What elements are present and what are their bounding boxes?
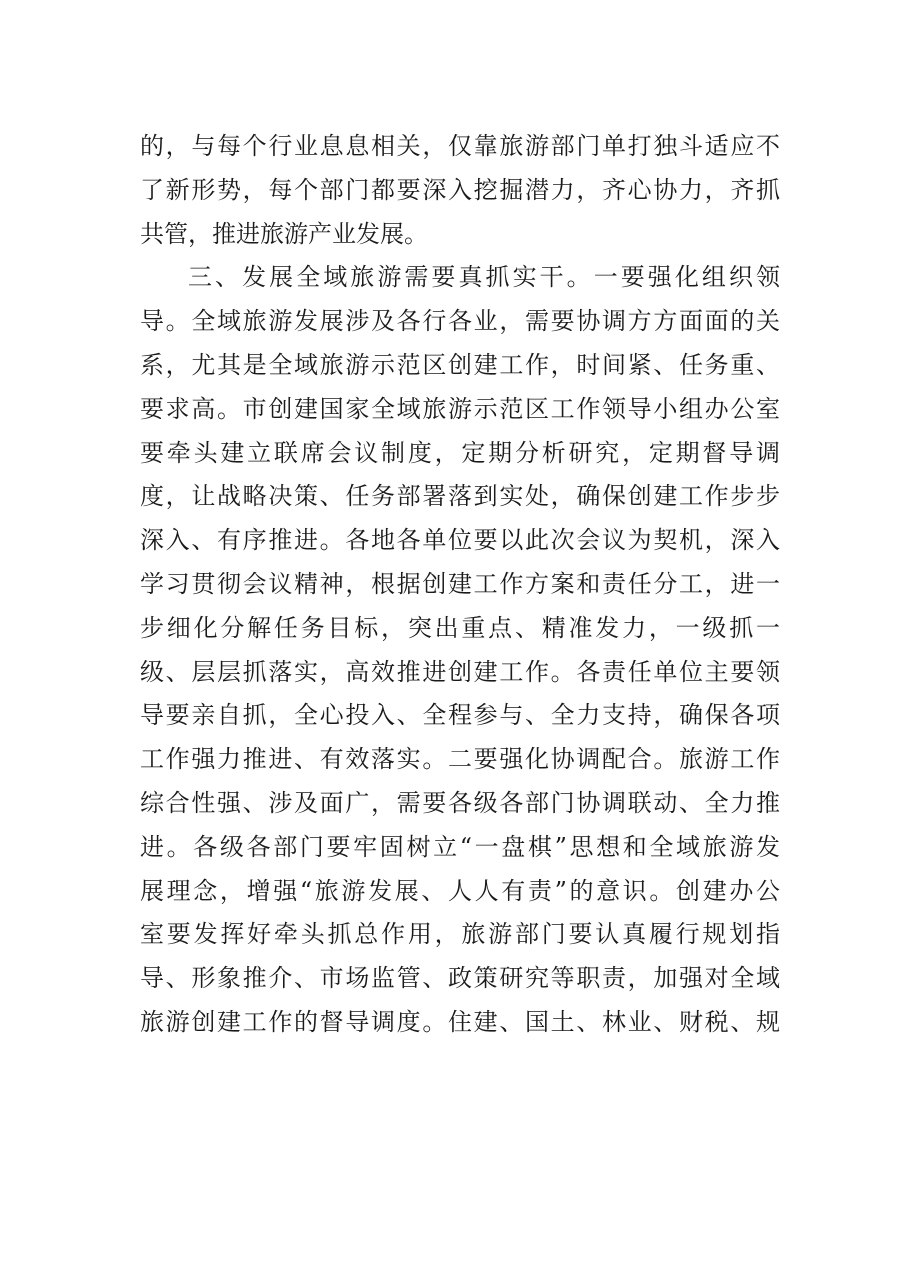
text-line: 要牵头建立联席会议制度，定期分析研究，定期督导调 [140, 438, 780, 467]
text-line: 系，尤其是全域旅游示范区创建工作，时间紧、任务重、 [140, 350, 780, 379]
text-line: 要求高。市创建国家全域旅游示范区工作领导小组办公室 [140, 394, 780, 423]
text-line: 了新形势，每个部门都要深入挖掘潜力，齐心协力，齐抓 [140, 175, 780, 204]
text-line: 旅游创建工作的督导调度。住建、国土、林业、财税、规 [140, 1007, 780, 1036]
body-text [140, 125, 780, 1045]
text-line: 深入、有序推进。各地各单位要以此次会议为契机，深入 [140, 526, 780, 555]
text-line: 室要发挥好牵头抓总作用，旅游部门要认真履行规划指 [140, 920, 780, 949]
text-line: 度，让战略决策、任务部署落到实处，确保创建工作步步 [140, 482, 780, 511]
text-line: 步细化分解任务目标，突出重点、精准发力，一级抓一 [140, 613, 780, 642]
text-line: 共管，推进旅游产业发展。 [140, 219, 428, 248]
paragraph-start-line: 三、发展全域旅游需要真抓实干。一要强化组织领 [188, 263, 780, 292]
text-line: 级、层层抓落实，高效推进创建工作。各责任单位主要领 [140, 657, 780, 686]
text-line: 进。各级各部门要牢固树立“一盘棋”思想和全域旅游发 [140, 832, 780, 861]
text-line: 工作强力推进、有效落实。二要强化协调配合。旅游工作 [140, 745, 780, 774]
text-line: 学习贯彻会议精神，根据创建工作方案和责任分工，进一 [140, 569, 780, 598]
text-line: 综合性强、涉及面广，需要各级各部门协调联动、全力推 [140, 788, 780, 817]
text-line: 导。全域旅游发展涉及各行各业，需要协调方方面面的关 [140, 307, 780, 336]
text-line: 导要亲自抓，全心投入、全程参与、全力支持，确保各项 [140, 701, 780, 730]
text-line: 的，与每个行业息息相关，仅靠旅游部门单打独斗适应不 [140, 132, 780, 160]
text-line: 展理念，增强“旅游发展、人人有责”的意识。创建办公 [140, 876, 780, 905]
text-line: 导、形象推介、市场监管、政策研究等职责，加强对全域 [140, 964, 780, 993]
